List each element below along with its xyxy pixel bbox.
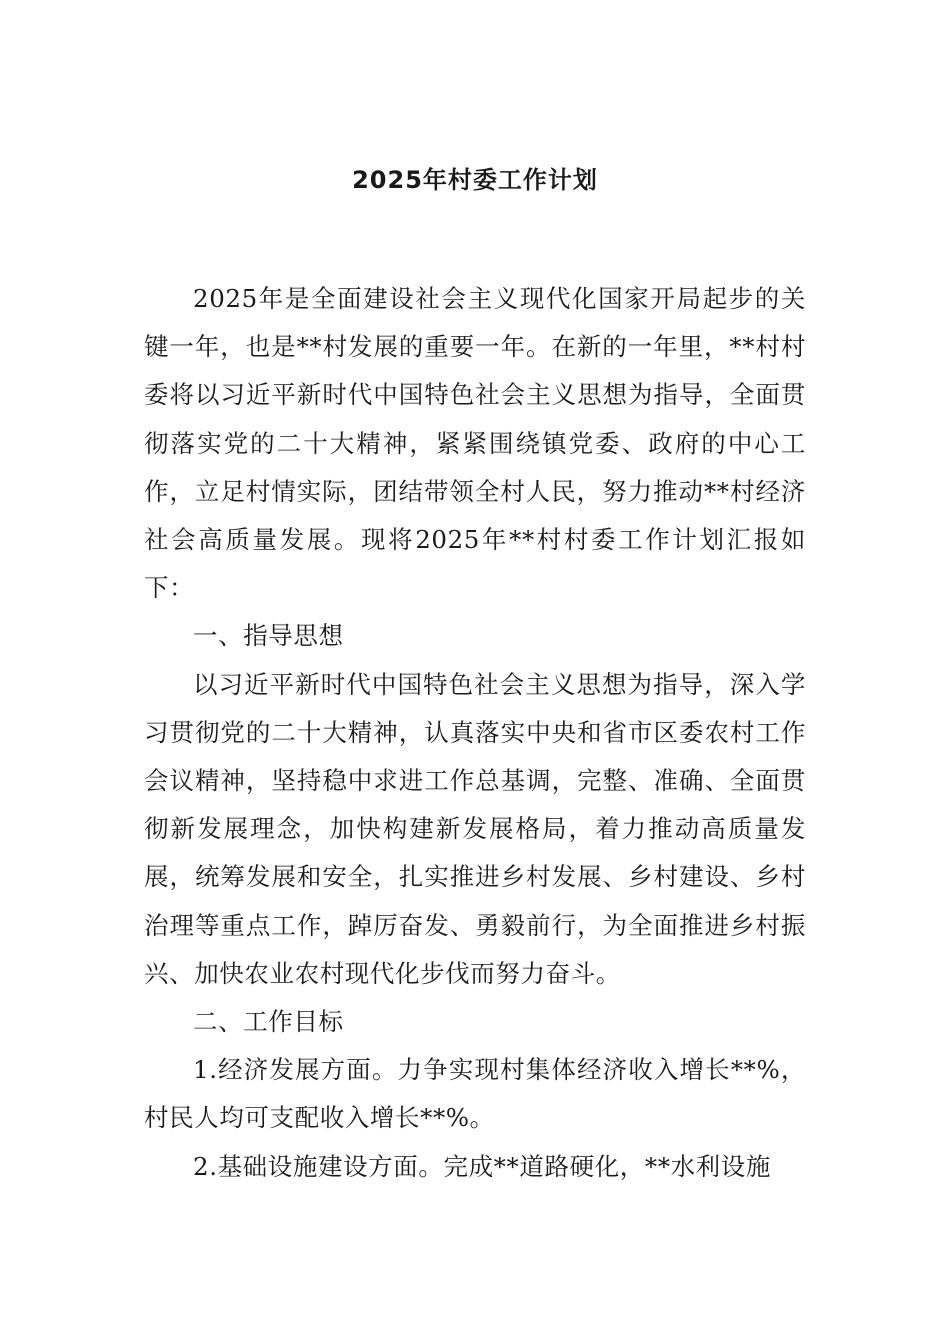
- goal-economic-development: 1.经济发展方面。力争实现村集体经济收入增长**%，村民人均可支配收入增长**%。: [144, 1055, 806, 1133]
- goal-infrastructure: 2.基础设施建设方面。完成**道路硬化，**水利设施: [193, 1151, 771, 1181]
- section-heading-work-goals: 二、工作目标: [193, 1007, 344, 1037]
- guiding-ideology-paragraph: 以习近平新时代中国特色社会主义思想为指导，深入学习贯彻党的二十大精神，认真落实中央和省市区委农村工作会议精神，坚持稳中求进工作总基调，完整、准确、全面贯彻新发展理念，加快构建新发展格局，着力推动高质量发展，统筹发展和安全，扎实推进乡村发展、乡村建设、乡村治理等重点工作，踔厉奋发、勇毅前行，为全面推进乡村振兴、加快农业农村现代化步伐而努力奋斗。: [144, 669, 806, 988]
- document-title: 2025年村委工作计划: [352, 166, 598, 194]
- section-heading-guiding-ideology: 一、指导思想: [193, 621, 344, 651]
- document-body: [144, 275, 806, 1191]
- intro-paragraph: 2025年是全面建设社会主义现代化国家开局起步的关键一年，也是**村发展的重要一年。在新的一年里，**村村委将以习近平新时代中国特色社会主义思想为指导，全面贯彻落实党的二十大精神，紧紧围绕镇党委、政府的中心工作，立足村情实际，团结带领全村人民，努力推动**村经济社会高质量发展。现将2025年**村村委工作计划汇报如下：: [144, 284, 806, 603]
